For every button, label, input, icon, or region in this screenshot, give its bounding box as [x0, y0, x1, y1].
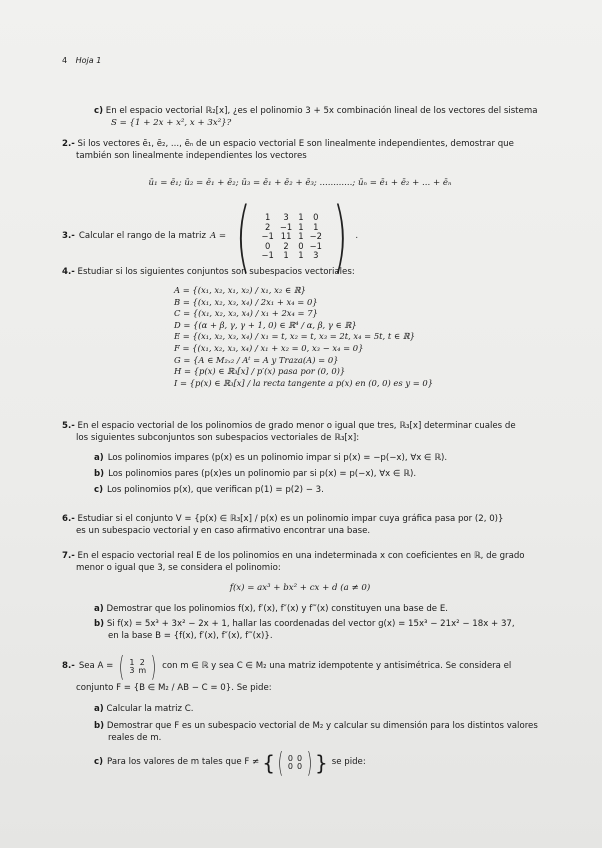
exercise-5-line2: los siguientes subconjuntos son subespacios vectoriales de ℝ₃[x]:: [76, 433, 360, 443]
exercise-6-line1: Estudiar si el conjunto V = {p(x) ∈ ℝ₃[x] / p(x) es un polinomio impar cuya gráfica pasa por (2, 0)}: [77, 514, 504, 524]
exercise-6: [62, 514, 582, 525]
exercise-number: 6.-: [62, 514, 75, 524]
exercise-number: 5.-: [62, 421, 75, 431]
set-definition: H = {p(x) ∈ ℝ₃[x] / p′(x) pasa por (0, 0)}: [174, 366, 346, 377]
exercise-1c-line2: S = {1 + 2x + x², x + 3x²}?: [111, 118, 232, 128]
exercise-2-line2: también son linealmente independientes los vectores: [76, 151, 307, 161]
exercise-8c-pre: Para los valores de m tales que F ≠: [107, 757, 260, 768]
matrix-name: A =: [209, 231, 227, 242]
matrix-cell: 0: [265, 240, 271, 251]
exercise-2-line1: Si los vectores ē₁, ē₂, ..., ēₙ de un espacio vectorial E son linealmente independientes, demostrar que: [77, 139, 514, 149]
item-label: b): [94, 721, 105, 731]
exercise-number: 4.-: [62, 267, 75, 277]
matrix-row: [259, 251, 325, 261]
exercise-5-item: [94, 469, 564, 480]
item-text: Los polinomios p(x), que verifican p(1) = p(2) − 3.: [107, 485, 324, 496]
exercise-7: [62, 551, 582, 562]
exercise-5-item: [94, 453, 564, 464]
matrix-row: [286, 763, 304, 771]
matrix-cell: −1: [279, 221, 293, 232]
set-definition: A = {(x₁, x₂, x₁, x₂) / x₁, x₂ ∈ ℝ}: [174, 285, 306, 295]
item-label: c): [94, 757, 104, 768]
exercise-5-item: [94, 485, 564, 496]
exercise-7b: [94, 619, 574, 630]
matrix-cell: 1: [298, 231, 304, 242]
exercise-4: [62, 267, 355, 278]
item-text: Los polinomios pares (p(x)es un polinomio par si p(x) = p(−x), ∀x ∈ ℝ).: [108, 469, 417, 480]
exercise-3: [62, 192, 359, 282]
exercise-8-post: con m ∈ ℝ y sea C ∈ M₂ una matriz idempotente y antisimétrica. Se considera el: [162, 661, 512, 672]
matrix-cell: 1: [298, 221, 304, 232]
matrix-cell: 1: [298, 250, 304, 261]
exercise-8c: [94, 748, 366, 778]
page-header: [62, 56, 101, 66]
rank-matrix-table: [259, 213, 325, 261]
set-definition: G = {A ∈ M₂ₓ₂ / Aᵗ = A y Traza(A) = 0}: [174, 354, 339, 365]
set-definition: C = {(x₁, x₂, x₃, x₄) / x₁ + 2x₄ = 7}: [174, 308, 318, 319]
sheet-label: Hoja 1: [75, 56, 102, 65]
item-label: a): [94, 704, 104, 714]
subspace-set-list: [174, 285, 554, 389]
exercise-number: 8.-: [62, 661, 75, 672]
matrix-cell: −2: [309, 231, 322, 242]
matrix-cell: 1: [283, 250, 289, 261]
matrix-cell: 1: [313, 221, 319, 232]
exercise-number: 2.-: [62, 139, 75, 149]
exercise-6-line2: es un subespacio vectorial y en caso afirmativo encontrar una base.: [76, 526, 371, 536]
matrix-cell: 1: [129, 657, 135, 667]
exercise-7b-line1: Si f(x) = 5x³ + 3x² − 2x + 1, hallar las coordenadas del vector g(x) = 15x³ − 21x² − 18x + 37,: [106, 619, 515, 629]
matrix-cell: 0: [298, 240, 304, 251]
polynomial-formula: f(x) = ax³ + bx² + cx + d (a ≠ 0): [229, 583, 371, 593]
matrix-a: ( 1 2 3 m ): [119, 650, 157, 683]
set-definition: D = {(α + β, γ, γ + 1, 0) ∈ ℝ⁴ / α, β, γ ∈ ℝ}: [174, 319, 357, 330]
exercise-5: [62, 421, 562, 432]
exercise-7a: [94, 604, 564, 615]
brace-open: {: [262, 751, 275, 775]
exercise-8a: [94, 704, 194, 715]
item-label: a): [94, 453, 104, 463]
exercise-number: 3.-: [62, 231, 75, 242]
matrix-cell: 0: [296, 762, 303, 771]
set-definition: F = {(x₁, x₂, x₃, x₄) / x₁ + x₂ = 0, x₃ − x₄ = 0}: [174, 342, 364, 353]
set-definition: I = {p(x) ∈ ℝ₃[x] / la recta tangente a p(x) en (0, 0) es y = 0}: [174, 377, 434, 388]
exercise-8b-line1: Demostrar que F es un subespacio vectorial de M₂ y calcular su dimensión para los distintos valores: [106, 721, 538, 731]
matrix-cell: 2: [283, 240, 289, 251]
exercise-8c-post: se pide:: [331, 757, 366, 768]
matrix-cell: 3: [313, 250, 319, 261]
exercise-8-line2: conjunto F = {B ∈ M₂ / AB − C = 0}. Se pide:: [76, 683, 272, 693]
matrix-cell: −1: [309, 240, 322, 251]
exercise-2: [62, 139, 562, 150]
exercise-2-formula: ū₁ = ē₁; ū₂ = ē₁ + ē₂; ū₃ = ē₁ + ē₂ + ē₃; ............; ūₙ = ē₁ + ē₂ + ... + ēₙ: [148, 178, 452, 188]
matrix-a-table: [127, 659, 148, 676]
exercise-1c-line1: En el espacio vectorial ℝ₂[x], ¿es el polinomio 3 + 5x combinación lineal de los vectores del sistema: [105, 106, 538, 116]
item-label: b): [94, 469, 105, 480]
matrix-cell: 3: [129, 666, 135, 675]
item-text: Los polinomios impares (p(x) es un polinomio impar si p(x) = −p(−x), ∀x ∈ ℝ).: [107, 453, 448, 463]
zero-matrix: ( 0 0 0 0 ): [277, 746, 313, 779]
exercise-8b-line2: reales de m.: [108, 733, 162, 743]
matrix-cell: 0: [313, 211, 319, 222]
exercise-4-text: Estudiar si los siguientes conjuntos son subespacios vectoriales:: [77, 267, 355, 277]
matrix-row: [127, 667, 148, 675]
matrix-cell: −1: [261, 231, 274, 242]
exercise-7a-text: Demostrar que los polinomios f(x), f′(x), f″(x) y f‴(x) constituyen una base de E.: [106, 604, 448, 614]
exercise-1c: [94, 106, 554, 117]
exercise-5-items: [94, 453, 564, 502]
item-label: c): [94, 106, 104, 116]
exercise-7-line2: menor o igual que 3, se considera el polinomio:: [76, 563, 281, 573]
zero-matrix-table: [286, 755, 304, 772]
matrix-cell: 0: [287, 762, 293, 771]
matrix-cell: −1: [261, 250, 274, 261]
matrix-cell: 2: [265, 221, 271, 232]
exercise-7-line1: En el espacio vectorial real E de los polinomios en una indeterminada x con coeficientes en ℝ, de grado: [77, 551, 525, 561]
matrix-cell: 3: [283, 211, 289, 222]
exercise-8: [62, 652, 592, 682]
period: .: [355, 231, 359, 242]
exercise-8b: [94, 721, 574, 732]
exercise-5-line1: En el espacio vectorial de los polinomios de grado menor o igual que tres, ℝ₃[x] determinar cuales de: [77, 421, 516, 431]
item-label: b): [94, 619, 105, 629]
matrix-cell: 11: [280, 231, 292, 242]
matrix-cell: 1: [298, 211, 304, 222]
matrix-cell: m: [138, 666, 147, 675]
set-definition: E = {(x₁, x₂, x₃, x₄) / x₁ = t, x₂ = t, x₃ = 2t, x₄ = 5t, t ∈ ℝ}: [174, 331, 416, 342]
page-number: 4: [62, 56, 68, 65]
exercise-number: 7.-: [62, 551, 75, 561]
set-definition: B = {(x₁, x₂, x₃, x₄) / 2x₁ + x₄ = 0}: [174, 296, 318, 307]
brace-close: }: [315, 751, 328, 775]
exercise-3-text: Calcular el rango de la matriz: [78, 231, 206, 242]
matrix-cell: 2: [139, 657, 145, 667]
exercise-8-pre: Sea A =: [78, 661, 114, 672]
exercise-7b-line2: en la base B = {f(x), f′(x), f″(x), f‴(x)}.: [108, 631, 273, 641]
rank-matrix: ( 1 3 1 0 2 −1 1 1 −1 11 1 −2 0 2 0 −1 −1 1 1 3 ): [235, 192, 348, 282]
item-label: a): [94, 604, 104, 614]
matrix-cell: 0: [287, 753, 293, 763]
matrix-cell: 0: [296, 753, 303, 763]
exercise-8a-text: Calcular la matriz C.: [106, 704, 194, 714]
matrix-cell: 1: [265, 211, 271, 222]
item-label: c): [94, 485, 104, 496]
